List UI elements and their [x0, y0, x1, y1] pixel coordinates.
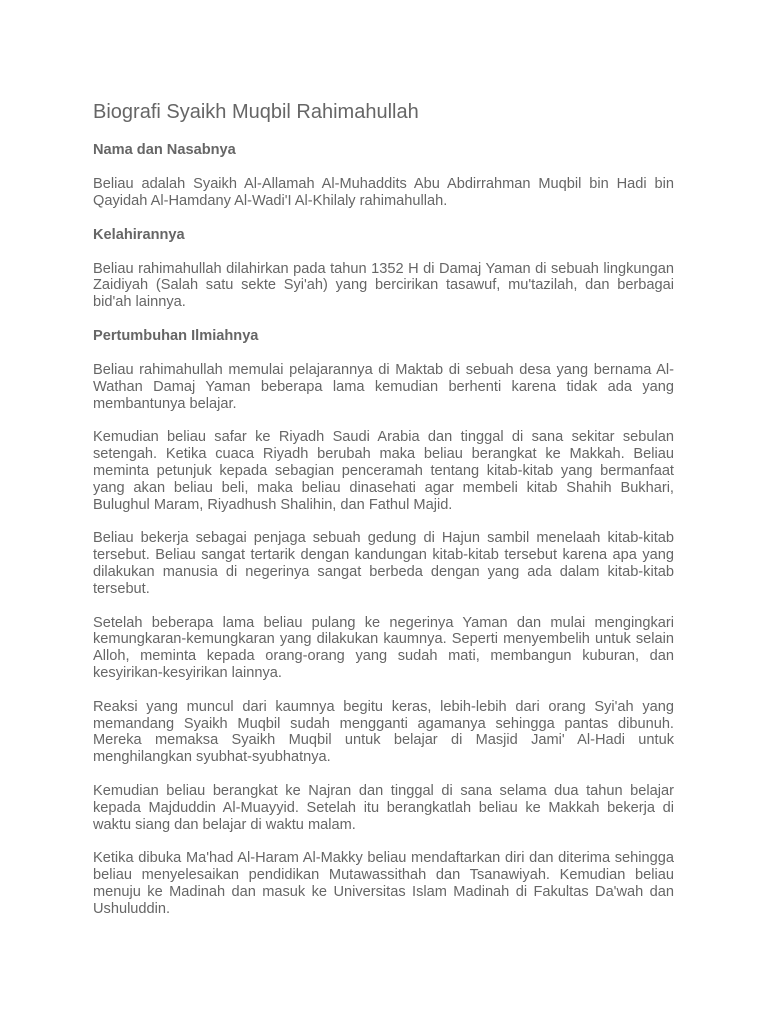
- paragraph: Beliau bekerja sebagai penjaga sebuah gedung di Hajun sambil menelaah kitab-kitab tersebut. Beliau sangat tertarik dengan kandungan kitab-kitab tersebut karena apa yang dilakukan manusia di negerinya sangat berbeda dengan yang ada dalam kitab-kitab tersebut.: [93, 530, 674, 597]
- paragraph: Ketika dibuka Ma'had Al-Haram Al-Makky beliau mendaftarkan diri dan diterima sehingga beliau menyelesaikan pendidikan Mutawassithah dan Tsanawiyah. Kemudian beliau menuju ke Madinah dan masuk ke Universitas Islam Madinah di Fakultas Da'wah dan Ushuluddin.: [93, 850, 674, 917]
- paragraph: Kemudian beliau berangkat ke Najran dan tinggal di sana selama dua tahun belajar kepada Majduddin Al-Muayyid. Setelah itu berangkatlah beliau ke Makkah bekerja di waktu siang dan belajar di waktu malam.: [93, 782, 674, 833]
- paragraph: Beliau rahimahullah memulai pelajarannya di Maktab di sebuah desa yang bernama Al-Wathan Damaj Yaman beberapa lama kemudian berhenti karena tidak ada yang membantunya belajar.: [93, 361, 674, 412]
- section-heading: Kelahirannya: [93, 226, 185, 243]
- document-title: Biografi Syaikh Muqbil Rahimahullah: [93, 101, 419, 123]
- section-nama-dan-nasabnya: [93, 142, 674, 210]
- section-heading: Pertumbuhan Ilmiahnya: [93, 327, 259, 344]
- document-page: [93, 98, 674, 935]
- section-heading: Nama dan Nasabnya: [93, 142, 236, 158]
- paragraph: Kemudian beliau safar ke Riyadh Saudi Arabia dan tinggal di sana sekitar sebulan setengah. Ketika cuaca Riyadh berubah maka beliau berangkat ke Makkah. Beliau meminta petunjuk kepada sebagian penceramah tentang kitab-kitab yang bermanfaat yang akan beliau beli, maka beliau dinasehati agar membeli kitab Shahih Bukhari, Bulughul Maram, Riyadhush Shalihin, dan Fathul Majid.: [93, 429, 674, 513]
- section-kelahirannya: [93, 227, 674, 311]
- paragraph: Beliau adalah Syaikh Al-Allamah Al-Muhaddits Abu Abdirrahman Muqbil bin Hadi bin Qayidah Al-Hamdany Al-Wadi'I Al-Khilaly rahimahullah.: [93, 176, 674, 209]
- paragraph: Reaksi yang muncul dari kaumnya begitu keras, lebih-lebih dari orang Syi'ah yang memandang Syaikh Muqbil sudah mengganti agamanya sehingga pantas dibunuh. Mereka memaksa Syaikh Muqbil untuk belajar di Masjid Jami' Al-Hadi untuk menghilangkan syubhat-syubhatnya.: [93, 698, 674, 766]
- section-pertumbuhan-ilmiahnya: [93, 328, 674, 918]
- paragraph: Beliau rahimahullah dilahirkan pada tahun 1352 H di Damaj Yaman di sebuah lingkungan Zaidiyah (Salah satu sekte Syi'ah) yang bercirikan tasawuf, mu'tazilah, dan berbagai bid'ah lainnya.: [93, 260, 674, 311]
- paragraph: Setelah beberapa lama beliau pulang ke negerinya Yaman dan mulai mengingkari kemungkaran-kemungkaran yang dilakukan kaumnya. Seperti menyembelih untuk selain Alloh, meminta kepada orang-orang yang sudah mati, membangun kuburan, dan kesyirikan-kesyirikan lainnya.: [93, 614, 674, 681]
